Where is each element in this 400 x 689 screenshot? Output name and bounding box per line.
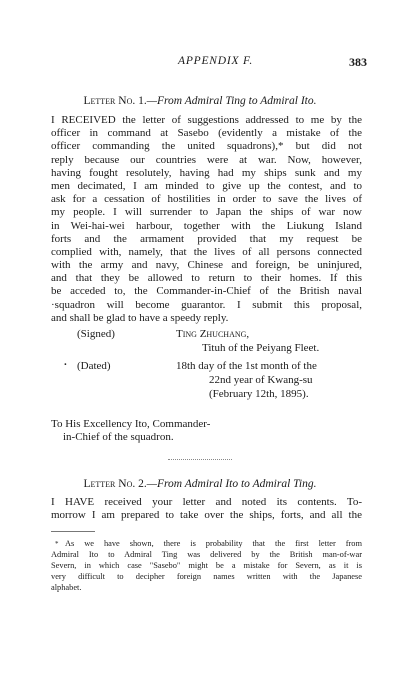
letter-1-body-line: and that they be allowed to return to their homes. If this [51, 272, 362, 285]
letter-1-body-line: ask for a cessation of hostilities in order to save the lives of [51, 193, 362, 206]
letter-1-body-line: be acceded to, the Commander-in-Chief of the British naval [51, 285, 362, 298]
letter-1-body-line: reply because our countries were at war. Now, however, [51, 153, 362, 166]
letter-1-body-line: ·squadron will become guarantor. I submit this proposal, [51, 298, 362, 311]
date-line-3: (February 12th, 1895). [209, 388, 309, 400]
footnote-marker: * [55, 540, 59, 548]
letter-1-body-line: men decimated, I am minded to give up the contest, and to [51, 179, 362, 192]
letter-2-body-line: morrow I am prepared to take over the ships, forts, and all the [51, 509, 362, 522]
letter-1-number: Letter No. 1. [83, 95, 147, 107]
page-number: 383 [349, 55, 367, 69]
date-line-1: 18th day of the 1st month of the [176, 360, 317, 372]
letter-1-body-line: complied with, namely, that the lives of all persons connected [51, 245, 362, 258]
footnote-line: alphabet. [51, 583, 82, 592]
letter-2-from: —From Admiral Ito to Admiral Ting. [146, 478, 317, 490]
footnote-line: very difficult to decipher foreign names written with the Japanese [51, 572, 362, 581]
footnote-line: Admiral Ito to Admiral Ting was delivered by the British man-of-war [51, 550, 362, 559]
date-line-2: 22nd year of Kwang-su [209, 374, 313, 386]
footnote-rule [51, 531, 95, 532]
letter-1-body [51, 114, 362, 325]
letter-1-body-line: officer commanding the united squadrons),* but did not [51, 140, 362, 153]
letter-1-body-line: having fought resolutely, having had my ships sunk and my [51, 166, 362, 179]
addressee-line-2: in-Chief of the squadron. [63, 431, 174, 444]
letter-1-body-line: with the army and navy, Chinese and foreign, be uninjured, [51, 259, 362, 272]
letter-1-body-line: my people. I will surrender to Japan the ships of war now [51, 206, 362, 219]
letter-1-body-line: in Wei-hai-wei harbour, together with the Liukung Island [51, 219, 362, 232]
dated-marker: . [64, 356, 67, 368]
signatory-title: Tituh of the Peiyang Fleet. [202, 342, 320, 354]
letter-1-body-line: forts and the armament provided that my request be [51, 232, 362, 245]
letter-2-body-line: I HAVE received your letter and noted its contents. To- [51, 496, 362, 508]
running-title: APPENDIX F. [178, 55, 254, 67]
letter-2-body [51, 496, 362, 522]
letter-1-heading [0, 95, 400, 107]
letter-2-number: Letter No. 2. [83, 478, 147, 490]
addressee-line-1: To His Excellency Ito, Commander- [51, 418, 211, 430]
letter-1-body-line: I RECEIVED the letter of suggestions addressed to me by the [51, 114, 362, 126]
footnote [51, 538, 362, 593]
letter-2-heading [0, 478, 400, 490]
footnote-line: Severn, in which case "Sasebo" might be a mistake for Severn, as it is [51, 561, 362, 570]
letter-1-body-line: officer in command at Sasebo (evidently a mistake of the [51, 127, 362, 140]
dated-label: (Dated) [77, 360, 111, 372]
letter-1-from: —From Admiral Ting to Admiral Ito. [146, 95, 317, 107]
signatory-name: Ting Zhuchang, [176, 328, 250, 340]
page-header [0, 55, 400, 71]
section-divider [168, 459, 232, 464]
letter-1-body-line: and shall be glad to have a speedy reply. [51, 311, 229, 324]
signed-label: (Signed) [77, 328, 115, 340]
letter-1-addressee [51, 418, 210, 445]
footnote-line: As we have shown, there is probability that the first letter from [65, 539, 362, 548]
